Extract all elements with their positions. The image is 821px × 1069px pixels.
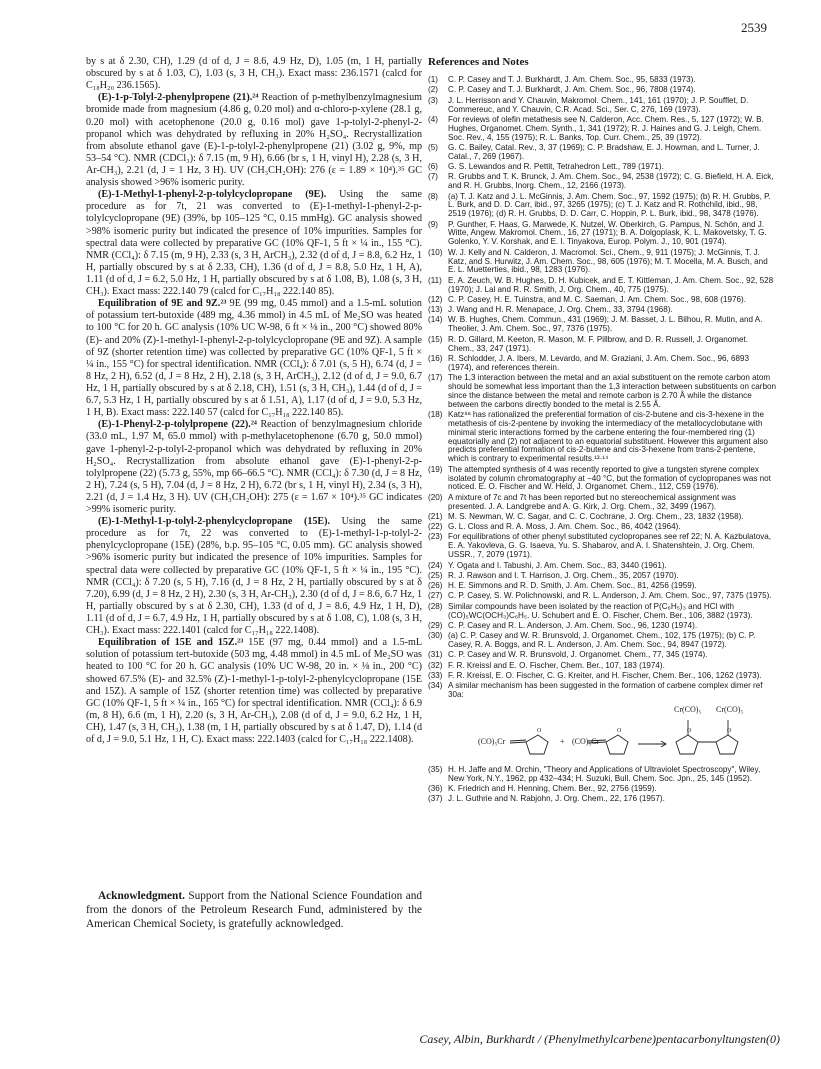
- reference-number: (15): [428, 334, 443, 344]
- reference-number: (22): [428, 522, 443, 532]
- reference-item: [428, 572, 776, 581]
- paragraph-text: 15E (97 mg, 0.44 mmol) and a 1.5-mL solution of potassium tert-butoxide (503 mg, 4.48 mmol) in 4.5 mL of Me₂SO was heated to 100 °C for 20 h. GC analysis (10% UC W-98, 20 in. × ⅛ in., 200 °C) showed 67.5% (E)- and 32.5% (Z)-1-methyl-1-p-tolyl-2-phenylcyclopropane (15E and 15Z). A sample of 15Z (shorter retention time) was collected by preparative GC (10% QF-1, 5 ft × ¼ in., 165 °C) for spectral identification. NMR (CCl₄): δ 6.9 (m, 8 H), 6.6 (m, 1 H), 2.20 (s, 3 H, Ar-CH₃), 2.08 (d of d, J = 9.0, 6.2 Hz, 1 H, CH), 1.47 (s, 3 H, CH₃), 1.38 (m, 1 H, partially obscured by s at δ 1.47, D), 1.14 (d of d, J = 9.0, 5.1 Hz, 1 H, C). Exact mass: 222.1403 (calcd for C₁₇H₁₈ 222.1408).: [86, 637, 422, 746]
- paragraph-heading: (E)-1-p-Tolyl-2-phenylpropene (21).²⁴: [98, 92, 259, 104]
- reference-item: [428, 632, 776, 650]
- reference-number: (1): [428, 75, 438, 85]
- body-paragraph: [86, 92, 422, 189]
- reference-text: K. Friedrich and H. Henning, Chem. Ber., 92, 2756 (1959).: [448, 784, 657, 794]
- reference-item: [428, 785, 776, 794]
- page-number: 2539: [741, 20, 767, 35]
- reference-item: [428, 466, 776, 493]
- reference-text: G. S. Lewandos and R. Pettit, Tetrahedron Lett., 789 (1971).: [448, 162, 664, 172]
- reference-number: (18): [428, 409, 443, 419]
- reference-item: [428, 662, 776, 671]
- reference-text: Similar compounds have been isolated by the reaction of P(C₆H₅)₃ and HCl with (CO)₅WC(OCH₃)C₆H₅. U. Schubert and E. O. Fischer, Chem. Ber., 106, 3882 (1973).: [448, 601, 753, 620]
- reference-item: [428, 523, 776, 532]
- reference-item: [428, 795, 776, 804]
- reference-number: (19): [428, 464, 443, 474]
- reference-item: [428, 193, 776, 220]
- body-paragraph: [86, 56, 422, 92]
- reference-item: [428, 116, 776, 143]
- reference-item: [428, 173, 776, 191]
- acknowledgment: [86, 890, 422, 931]
- reference-number: (31): [428, 650, 443, 660]
- reference-text: H. H. Jaffe and M. Orchin, "Theory and Applications of Ultraviolet Spectroscopy", Wiley, New York, N.Y., 1962, pp 432–434; H. Suzuki, Bull. Chem. Soc. Jpn., 25, 145 (1952).: [448, 764, 761, 783]
- reference-item: [428, 494, 776, 512]
- reference-text: G. C. Bailey, Catal. Rev., 3, 37 (1969); C. P. Bradshaw, E. J. Howman, and L. Turner, J. Catal., 7, 269 (1967).: [448, 142, 760, 161]
- paragraph-text: Reaction of p-methylbenzylmagnesium bromide made from magnesium (4.86 g, 0.20 mol) and α-chloro-p-xylene (28.1 g, 0.20 mol) with acetophenone (20.0 g, 0.16 mol) gave 1-p-tolyl-2-phenyl-2-propanol which was dehydrated by refluxing in 20% H₂SO₄. Recrystallization from absolute ethanol gave (E)-1-p-tolyl-2-phenylpropene (21) (3.02 g, 9%, mp 53–54 °C). NMR (CDCl₃): δ 7.15 (m, 9 H), 6.66 (br s, 1 H, vinyl H), 2.28 (s, 3 H, Ar-CH₃), 2.21 (d, J = 1 Hz, 3 H). UV (CH₃CH₂OH): 276 (ε = 1.89 × 10⁴).³⁵ GC analysis showed >96% isomeric purity.: [86, 92, 422, 189]
- references-list: [428, 76, 776, 804]
- body-paragraph: [86, 298, 422, 419]
- reference-number: (8): [428, 191, 438, 201]
- reference-number: (37): [428, 794, 443, 804]
- reference-item: [428, 296, 776, 305]
- reference-number: (2): [428, 85, 438, 95]
- reference-text: Y. Ogata and I. Tabushi, J. Am. Chem. Soc., 83, 3440 (1961).: [448, 560, 667, 570]
- reference-item: [428, 533, 776, 560]
- reference-text: J. L. Herrisson and Y. Chauvin, Makromol. Chem., 141, 161 (1970); J. P. Soufflet, D. Commereuc, and Y. Chauvin, C.R. Acad. Sci., Ser. C, 276, 169 (1973).: [448, 95, 749, 114]
- reference-text: J. Wang and H. R. Menapace, J. Org. Chem., 33, 3794 (1968).: [448, 305, 673, 315]
- svg-text:O: O: [727, 727, 732, 734]
- body-paragraph: [86, 516, 422, 637]
- paragraph-heading: (E)-1-Methyl-1-phenyl-2-p-tolylcyclopropane (9E).: [98, 189, 327, 201]
- references-column: [428, 56, 776, 806]
- body-text-column: [86, 56, 422, 746]
- acknowledgment-heading: Acknowledgment.: [98, 890, 185, 902]
- reference-text: A similar mechanism has been suggested in the formation of carbene complex dimer ref 30a:: [448, 681, 763, 699]
- reference-number: (20): [428, 492, 443, 502]
- reaction-scheme: [448, 702, 776, 762]
- reference-text: R. D. Gillard, M. Keeton, R. Mason, M. F. Pillbrow, and D. R. Russell, J. Organomet. Chem., 33, 247 (1971).: [448, 334, 749, 353]
- reference-text: (a) T. J. Katz and J. L. McGinnis, J. Am. Chem. Soc., 97, 1592 (1975); (b) R. H. Grubbs, P. L. Burk, and D. D. Carr, ibid., 97, 3265 (1975); (c) T. J. Katz and R. Rothchild, ibid., 98, 2519 (1976); (d) R. H. Grubbs, D. D. Carr, C. Hoppin, P. L. Burk, ibid., 98, 3478 (1976).: [448, 191, 771, 219]
- reference-text: C. P. Casey, H. E. Tuinstra, and M. C. Saeman, J. Am. Chem. Soc., 98, 608 (1976).: [448, 294, 746, 304]
- body-paragraph: [86, 637, 422, 746]
- reference-number: (28): [428, 601, 443, 611]
- reference-item: [428, 603, 776, 621]
- reference-text: For equilibrations of other phenyl substituted cyclopropanes see ref 22; N. A. Kazbulatova, E. A. Yakovleva, G. G. Isaeva, Yu. S. Shabarov, and A. I. Shatenshtein, J. Org. Chem. USSR., 7, 2079 (1971).: [448, 532, 772, 560]
- scheme-label-plus: +: [560, 736, 565, 746]
- reference-text: The attempted synthesis of 4 was recently reported to give a tungsten styrene complex isolated by column chromatography at −40 °C, but the formation of cyclopropanes was not noticed. E. O. Fischer and W. Held, J. Organomet. Chem., 112, C59 (1976).: [448, 464, 771, 492]
- reference-number: (4): [428, 114, 438, 124]
- reference-item: [428, 622, 776, 631]
- reference-item: [428, 672, 776, 681]
- reference-number: (27): [428, 591, 443, 601]
- reference-number: (10): [428, 247, 443, 257]
- body-paragraph: [86, 189, 422, 298]
- svg-text:O: O: [537, 727, 542, 734]
- reference-text: W. B. Hughes, Chem. Commun., 431 (1969); J. M. Basset, J. L. Bilhou, R. Mutin, and A. Theolier, J. Am. Chem. Soc., 97, 7376 (1975).: [448, 315, 763, 334]
- paragraph-text: by s at δ 2.30, CH), 1.29 (d of d, J = 8.6, 4.9 Hz, D), 1.05 (m, 1 H, partially obscured by s at δ 1.03, C), 1.03 (s, 3 H, CH₃). Exact mass: 236.1571 (calcd for C₁₈H₂₀ 236.1565).: [86, 56, 422, 92]
- reference-item: [428, 163, 776, 172]
- reference-item: [428, 221, 776, 248]
- reference-item: [428, 306, 776, 315]
- reference-text: F. R. Kreissl, E. O. Fischer, C. G. Kreiter, and H. Fischer, Chem. Ber., 106, 1262 (1973).: [448, 670, 762, 680]
- reference-text: R. Grubbs and T. K. Brunck, J. Am. Chem. Soc., 94, 2538 (1972); C. G. Biefield, H. A. Eick, and R. H. Grubbs, Inorg. Chem., 12, 2166 (1973).: [448, 172, 774, 191]
- reference-item: [428, 562, 776, 571]
- reference-item: [428, 651, 776, 660]
- reference-item: [428, 316, 776, 334]
- reference-number: (26): [428, 581, 443, 591]
- reference-item: [428, 336, 776, 354]
- paragraph-text: Reaction of benzylmagnesium chloride (33.0 mL, 1.97 M, 65.0 mmol) with p-methylacetophenone (6.70 g, 50.0 mmol) gave 1-phenyl-2-p-tolyl-2-propanol which was dehydrated by refluxing in 20% H₂SO₄. Recrystallization from absolute ethanol gave (E)-1-phenyl-2-p-tolylpropene (22) (5.73 g, 55%, mp 66–66.5 °C). NMR (CCl₄): δ 7.30 (d, J = 8 Hz, 2 H), 7.24 (s, 5 H), 7.04 (d, J = 8 Hz, 2 H), 6.72 (br s, 1 H, vinyl H), 2.34 (s, 3 H), 2.21 (d, J = 1.4 Hz, 3 H). UV (CH₃CH₂OH): 275 (ε = 1.67 × 10⁴).³⁵ GC indicates >99% isomeric purity.: [86, 419, 422, 516]
- scheme-label-product-metal-1: Cr(CO)₅: [674, 704, 702, 714]
- scheme-label-middle-metal: (CO)₅Cr: [572, 736, 600, 746]
- reference-text: F. R. Kreissl and E. O. Fischer, Chem. Ber., 107, 183 (1974).: [448, 660, 665, 670]
- reference-text: C. P. Casey, S. W. Polichnowski, and R. L. Anderson, J. Am. Chem. Soc., 97, 7375 (1975).: [448, 591, 772, 601]
- reference-text: For reviews of olefin metathesis see N. Calderon, Acc. Chem. Res., 5, 127 (1972); W. B. Hughes, Organomet. Chem. Synth., 1, 341 (1972); R. J. Haines and G. J. Leigh, Chem. Soc. Rev., 4, 155 (1975); R. L. Banks, Top. Curr. Chem., 25, 39 (1972).: [448, 114, 764, 142]
- reference-item: [428, 582, 776, 591]
- reference-number: (5): [428, 142, 438, 152]
- reference-item: [428, 682, 776, 700]
- reference-item: [428, 277, 776, 295]
- reference-text: R. J. Rawson and I. T. Harrison, J. Org. Chem., 35, 2057 (1970).: [448, 570, 679, 580]
- svg-text:O: O: [617, 727, 622, 734]
- paragraph-text: Using the same procedure as for 7t, 22 was converted to (E)-1-methyl-1-p-tolyl-2-phenylcyclopropane (15E) (28%, b.p. 95–105 °C, 0.05 mm). GC analysis showed >96% isomeric purity but indicated the presence of 10% impurities. Samples for spectral data were collected by preparative GC (10% QF-1, 5 ft × ¼ in., 195 °C). NMR (CCl₄): δ 7.20 (s, 5 H), 7.16 (d, J = 8 Hz, 2 H, partially obscured by s at δ 7.20), 6.99 (d, J = 8 Hz, 2 H), 2.30 (s, 3 H, Ar-CH₃), 2.30 (d of d, J = 8.6, 6.7 Hz, 1 H, partially obscured by s at δ 2.30, CH), 1.33 (d of d, J = 8.6, 4.9 Hz, 1 H, D), 1.11 (d of d, J = 6.7, 4.9 Hz, 1 H, partially obscured by s at δ 1.08, C), 1.08 (s, 3 H, CH₃). Exact mass: 222.1401 (calcd for C₁₇H₁₈ 222.1408).: [86, 516, 422, 637]
- scheme-label-left-metal: (CO)₅Cr: [478, 736, 506, 746]
- reference-number: (36): [428, 784, 443, 794]
- reference-text: C. P. Casey and T. J. Burkhardt, J. Am. Chem. Soc., 96, 7808 (1974).: [448, 85, 696, 95]
- reference-item: [428, 411, 776, 464]
- reference-number: (9): [428, 219, 438, 229]
- reference-number: (21): [428, 511, 443, 521]
- reference-text: R. Schlodder, J. A. Ibers, M. Levardo, and M. Graziani, J. Am. Chem. Soc., 96, 6893 (1974), and references therein.: [448, 353, 749, 372]
- reference-text: W. J. Kelly and N. Calderon, J. Macromol. Sci., Chem., 9, 911 (1975); J. McGinnis, T. J. Katz, and S. Hurwitz, J. Am. Chem. Soc., 98, 605 (1976); M. T. Mocella, M. A. Busch, and E. L. Muetterties, ibid., 98, 1283 (1976).: [448, 247, 768, 275]
- reference-item: [428, 144, 776, 162]
- reference-number: (11): [428, 275, 442, 285]
- reference-number: (17): [428, 372, 443, 382]
- reference-number: (3): [428, 95, 438, 105]
- reference-text: P. Gunther, F. Haas, G. Marwede, K. Nutzel, W. Oberkirch, G. Pampus, N. Schön, and J. Witte, Angew. Makromol. Chem., 16, 27 (1971); B. A. Dolgoplask, K. L. Makovetsky, T. G. Golenko, Y. V. Korshak, and E. I. Tinyakova, Europ. Polym. J., 10, 901 (1974).: [448, 219, 767, 247]
- reference-number: (12): [428, 294, 443, 304]
- reference-text: H. E. Simmons and R. D. Smith, J. Am. Chem. Soc., 81, 4256 (1959).: [448, 581, 697, 591]
- reference-text: C. P. Casey and W. R. Brunsvold, J. Organomet. Chem., 77, 345 (1974).: [448, 650, 708, 660]
- paragraph-heading: (E)-1-Phenyl-2-p-tolylpropene (22).²⁴: [98, 419, 257, 431]
- running-footer: Casey, Albin, Burkhardt / (Phenylmethylcarbene)pentacarbonyltungsten(0): [419, 1032, 780, 1046]
- reference-item: [428, 592, 776, 601]
- reference-number: (32): [428, 660, 443, 670]
- reference-number: (33): [428, 670, 443, 680]
- reference-item: [428, 249, 776, 276]
- reference-text: C. P. Casey and R. L. Anderson, J. Am. Chem. Soc., 96, 1230 (1974).: [448, 620, 698, 630]
- reference-text: M. S. Newman, W. C. Sagar, and C. C. Cochrane, J. Org. Chem., 23, 1832 (1958).: [448, 511, 744, 521]
- reference-item: [428, 86, 776, 95]
- paragraph-heading: Equilibration of 9E and 9Z.²³: [98, 298, 227, 310]
- scheme-label-product-metal-2: Cr(CO)₅: [716, 704, 744, 714]
- reference-number: (35): [428, 764, 443, 774]
- reference-number: (23): [428, 532, 443, 542]
- reference-item: [428, 513, 776, 522]
- reference-text: The 1,3 interaction between the metal and an axial substituent on the remote carbon atom should be somewhat less important than the 1,3 interaction between substituents on carbon since the distance between the metal and remote carbon is 2.70 Å while the distance between the carbons directly bonded to the metal is 2.55 Å.: [448, 372, 776, 409]
- reference-number: (6): [428, 162, 438, 172]
- reference-text: (a) C. P. Casey and W. R. Brunsvold, J. Organomet. Chem., 102, 175 (1975); (b) C. P. Casey, R. A. Boggs, and R. L. Anderson, J. Am. Chem. Soc., 94, 8947 (1972).: [448, 631, 756, 649]
- reference-text: C. P. Casey and T. J. Burkhardt, J. Am. Chem. Soc., 95, 5833 (1973).: [448, 75, 696, 85]
- reference-number: (24): [428, 560, 443, 570]
- reference-item: [428, 76, 776, 85]
- acknowledgment-text: Support from the National Science Foundation and from the donors of the Petroleum Research Fund, administered by the American Chemical Society, is gratefully acknowledged.: [86, 890, 422, 930]
- reference-number: (7): [428, 172, 438, 182]
- reference-text: Katz⁸ᵃ has rationalized the preferential formation of cis-2-butene and cis-3-hexene in the metathesis of cis-2-pentene by invoking the intermediacy of the metallocyclobutane with minimal steric interactions formed by the carbene entering the four-membered ring (1) equatorially and (2) not adjacent to an equatorial substituent. However this argument also predicts preferential formation of cis-2-butene and cis-3-hexene from trans-2-pentene, which is contrary to experimental results.¹³·¹⁴: [448, 409, 768, 464]
- body-paragraph: [86, 419, 422, 516]
- reference-text: G. L. Closs and R. A. Moss, J. Am. Chem. Soc., 86, 4042 (1964).: [448, 522, 681, 532]
- svg-text:O: O: [687, 727, 692, 734]
- reference-number: (29): [428, 620, 443, 630]
- references-title: References and Notes: [428, 56, 529, 68]
- reference-item: [428, 355, 776, 373]
- reference-number: (30): [428, 631, 443, 641]
- reference-number: (25): [428, 570, 443, 580]
- reference-item: [428, 97, 776, 115]
- reference-number: (13): [428, 305, 443, 315]
- reference-text: A mixture of 7c and 7t has been reported but no stereochemical assignment was presented. J. A. Landgrebe and A. G. Kirk, J. Org. Chem., 32, 3499 (1967).: [448, 492, 736, 511]
- reference-item: [428, 374, 776, 410]
- reference-number: (34): [428, 681, 443, 691]
- reference-number: (16): [428, 353, 443, 363]
- reference-text: J. L. Guthrie and N. Rabjohn, J. Org. Chem., 22, 176 (1957).: [448, 794, 665, 804]
- reference-item: [428, 766, 776, 784]
- reference-number: (14): [428, 315, 443, 325]
- paragraph-text: 9E (99 mg, 0.45 mmol) and a 1.5-mL solution of potassium tert-butoxide (489 mg, 4.36 mmol) in 4.5 mL of Me₂SO was heated to 100 °C for 20 h. GC analysis (10% UC W-98, 6 ft × ⅛ in., 200 °C) showed 80% (E)- and 20% (Z)-1-methyl-1-phenyl-2-p-tolylcyclopropane (9E and 9Z). A sample of 9Z (shorter retention time) was collected by preparative GC (10% QF-1, 5 ft × ¼ in., 155 °C) for spectral identification. NMR (CCl₄): δ 7.01 (s, 5 H), 6.74 (d, J = 8 Hz, 2 H), 6.52 (d, J = 8 Hz, 2 H), 2.18 (s, 3 H, ArCH₃), 2.12 (d of d, J = 9.0, 6.7 Hz, 1 H, partially obscured by s at δ 2.18, CH), 1.51 (s, 3 H, CH₃), 1.44 (d of d, J = 6.7, 5.3 Hz, 1 H, partially obscured by s at δ 1.51, A), 1.17 (d of d, J = 9.0, 5.3 Hz, 1 H, B). Exact mass: 222.140 57 (calcd for C₁₇H₁₈ 222.140 85).: [86, 298, 422, 419]
- paragraph-heading: (E)-1-Methyl-1-p-tolyl-2-phenylcyclopropane (15E).: [98, 516, 331, 528]
- paragraph-text: Using the same procedure as for 7t, 21 was converted to (E)-1-methyl-1-phenyl-2-p-tolylcyclopropane (9E) (39%, bp 105–125 °C, 0.15 mmHg). GC analysis showed >98% isomeric purity but indicated the presence of 10% impurities. Samples for spectral data were collected by preparative GC (10% QF-1, 5 ft × ¼ in., 155 °C). NMR (CCl₄): δ 7.15 (m, 9 H), 2.33 (s, 3 H, ArCH₃), 2.32 (d of d, J = 8.8, 6.2 Hz, 1 H, partially obscured by s at δ 2.33, CH), 1.36 (d of d, J = 8.8, 5.0 Hz, 1 H, A), 1.11 (d of d, J = 6.2, 5.0 Hz, 1 H, partially obscured by s at δ 1.08, B), 1.08 (s, 3 H, CH₃). Exact mass: 222.140 79 (calcd for C₁₇H₁₈ 222.140 85).: [86, 189, 422, 298]
- reference-text: E. A. Zeuch, W. B. Hughes, D. H. Kubicek, and E. T. Kittleman, J. Am. Chem. Soc., 92, 528 (1970); J. Lal and R. R. Smith, J. Org. Chem., 40, 775 (1975).: [448, 275, 774, 294]
- paragraph-heading: Equilibration of 15E and 15Z.²³: [98, 637, 244, 649]
